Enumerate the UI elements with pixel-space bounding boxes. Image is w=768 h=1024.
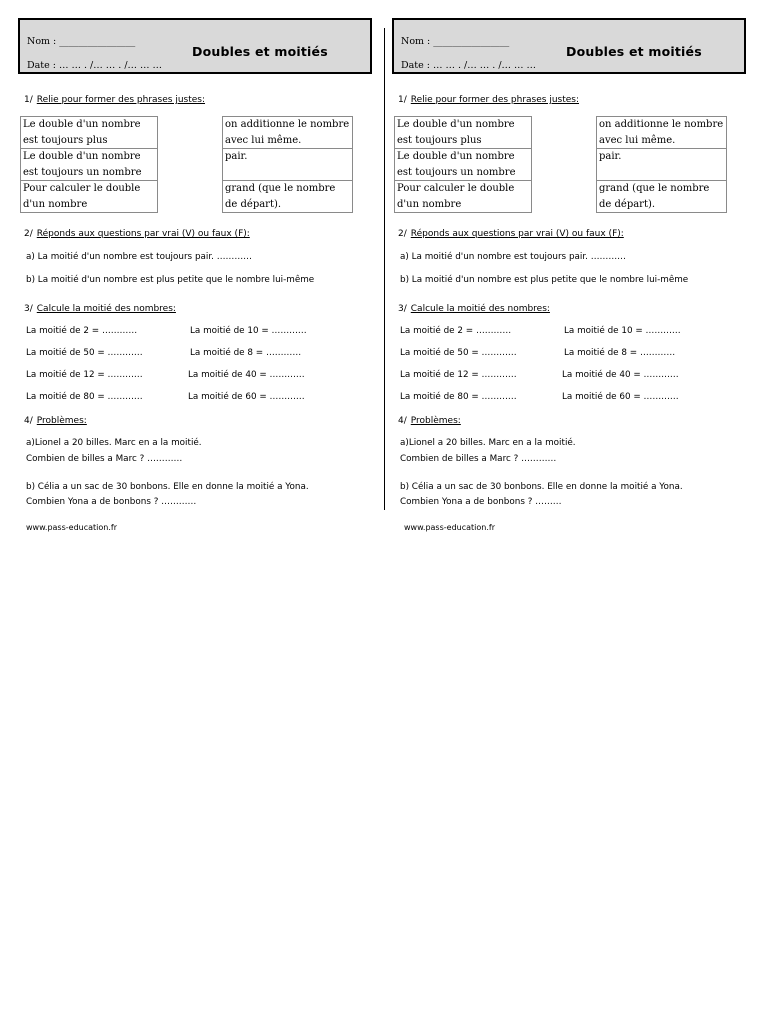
section-2-heading: 2/ Réponds aux questions par vrai (V) ou faux (F): [398, 229, 624, 239]
left-cell: Le double d'un nombre est toujours plus [21, 117, 158, 149]
question-b: b) La moitié d'un nombre est plus petite que le nombre lui-même [400, 275, 689, 285]
right-cell: grand (que le nombre de départ). [223, 181, 353, 213]
half-item: La moitié de 50 = ………… [26, 348, 143, 358]
matching-table [394, 116, 727, 213]
section-title: Relie pour former des phrases justes: [36, 95, 206, 105]
table-row [21, 181, 353, 213]
left-cell: Pour calculer le double d'un nombre [21, 181, 158, 213]
question-a: a) La moitié d'un nombre est toujours pair. ………… [400, 252, 626, 262]
half-item: La moitié de 8 = ………… [564, 348, 676, 358]
matching-table [20, 116, 353, 213]
table-row [395, 149, 727, 181]
column-divider [384, 28, 385, 510]
right-cell: pair. [223, 149, 353, 181]
worksheet-left [18, 0, 380, 532]
left-cell: Le double d'un nombre est toujours un nombre [21, 149, 158, 181]
right-cell: on additionne le nombre avec lui même. [597, 117, 727, 149]
problem-b-line-1: b) Célia a un sac de 30 bonbons. Elle en donne la moitié a Yona. [26, 482, 309, 492]
half-item: La moitié de 80 = ………… [26, 392, 143, 402]
worksheet-header [392, 18, 746, 74]
date-field: Date : … … . /… … . /… … … [27, 60, 163, 71]
problem-a-line-1: a)Lionel a 20 billes. Marc en a la moitié. [400, 438, 576, 448]
half-item: La moitié de 50 = ………… [400, 348, 517, 358]
section-1-heading [24, 95, 205, 105]
name-field: Nom : ________________ [401, 36, 510, 47]
problem-a-line-1: a)Lionel a 20 billes. Marc en a la moitié. [26, 438, 202, 448]
section-1-heading: 1/ Relie pour former des phrases justes: [398, 95, 580, 105]
worksheet-title: Doubles et moitiés [192, 44, 328, 59]
section-2-heading: 2/ Réponds aux questions par vrai (V) ou faux (F): [24, 229, 250, 239]
half-item: La moitié de 40 = ………… [188, 370, 305, 380]
left-cell: Le double d'un nombre est toujours plus [395, 117, 532, 149]
half-item: La moitié de 60 = ………… [562, 392, 679, 402]
section-3-heading: 3/ Calcule la moitié des nombres: [398, 304, 550, 314]
table-row [21, 149, 353, 181]
section-4-heading: 4/ Problèmes: [398, 416, 461, 426]
question-b: b) La moitié d'un nombre est plus petite que le nombre lui-même [26, 275, 315, 285]
half-item: La moitié de 60 = ………… [188, 392, 305, 402]
name-field: Nom : ________________ [27, 36, 136, 47]
footer-link: www.pass-education.fr [404, 523, 495, 532]
half-item: La moitié de 10 = ………… [564, 326, 681, 336]
half-item: La moitié de 12 = ………… [26, 370, 143, 380]
worksheet-right [392, 0, 754, 532]
section-3-heading: 3/ Calcule la moitié des nombres: [24, 304, 176, 314]
half-item: La moitié de 10 = ………… [190, 326, 307, 336]
half-item: La moitié de 80 = ………… [400, 392, 517, 402]
right-cell: on additionne le nombre avec lui même. [223, 117, 353, 149]
worksheet-header [18, 18, 372, 74]
left-cell: Pour calculer le double d'un nombre [395, 181, 532, 213]
table-row [21, 117, 353, 149]
half-item: La moitié de 2 = ………… [400, 326, 512, 336]
problem-b-line-2: Combien Yona a de bonbons ? ……… [400, 497, 562, 507]
section-number: 1/ [24, 95, 33, 105]
right-cell: grand (que le nombre de départ). [597, 181, 727, 213]
question-a: a) La moitié d'un nombre est toujours pair. ………… [26, 252, 252, 262]
table-row [395, 181, 727, 213]
worksheet-title: Doubles et moitiés [566, 44, 702, 59]
problem-a-line-2: Combien de billes a Marc ? ………… [26, 454, 183, 464]
half-item: La moitié de 2 = ………… [26, 326, 138, 336]
half-item: La moitié de 8 = ………… [190, 348, 302, 358]
problem-b-line-2: Combien Yona a de bonbons ? ………… [26, 497, 197, 507]
problem-b-line-1: b) Célia a un sac de 30 bonbons. Elle en donne la moitié a Yona. [400, 482, 683, 492]
date-field: Date : … … . /… … . /… … … [401, 60, 537, 71]
left-cell: Le double d'un nombre est toujours un nombre [395, 149, 532, 181]
half-item: La moitié de 12 = ………… [400, 370, 517, 380]
problem-a-line-2: Combien de billes a Marc ? ………… [400, 454, 557, 464]
half-item: La moitié de 40 = ………… [562, 370, 679, 380]
right-cell: pair. [597, 149, 727, 181]
section-4-heading: 4/ Problèmes: [24, 416, 87, 426]
table-row [395, 117, 727, 149]
footer-link: www.pass-education.fr [26, 523, 117, 532]
